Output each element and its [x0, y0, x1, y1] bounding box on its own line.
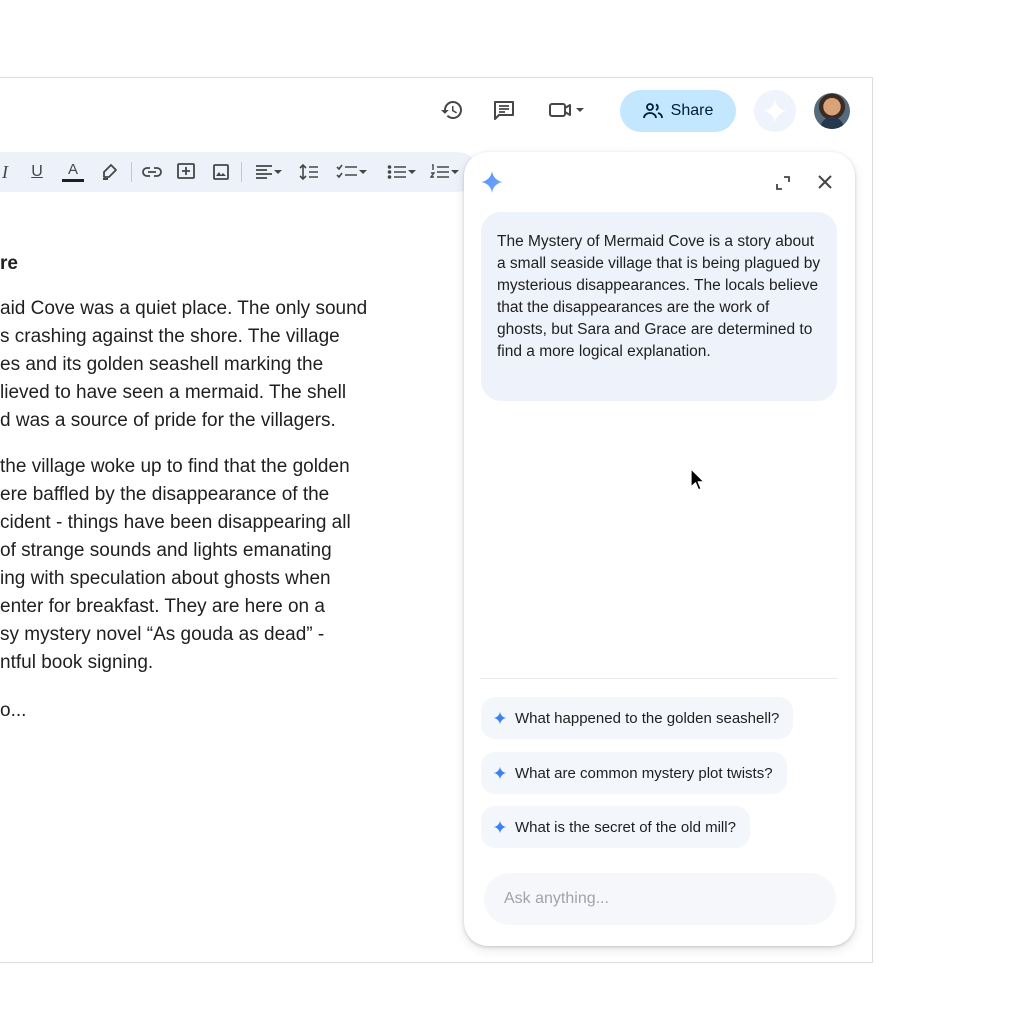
doc-line: enter for breakfast. They are here on a [0, 596, 325, 617]
avatar[interactable] [814, 93, 850, 129]
add-comment-icon[interactable] [174, 160, 198, 184]
share-label: Share [670, 102, 714, 119]
formatting-toolbar [0, 152, 478, 192]
share-button[interactable] [620, 90, 736, 132]
top-bar [0, 78, 872, 144]
gemini-panel [464, 152, 855, 946]
doc-line: aid Cove was a quiet place. The only sound [0, 298, 368, 319]
comment-icon[interactable] [490, 96, 518, 124]
video-call-icon[interactable] [548, 96, 594, 124]
suggestion-label: What are common mystery plot twists? [515, 764, 773, 782]
chevron-down-icon [574, 98, 586, 122]
doc-line: ere baffled by the disappearance of the [0, 484, 330, 505]
link-icon[interactable] [140, 160, 164, 184]
suggestion-label: What is the secret of the old mill? [515, 818, 736, 836]
doc-line: o... [0, 700, 27, 721]
ask-field[interactable] [484, 873, 836, 925]
people-icon [643, 102, 663, 120]
doc-line: the village woke up to find that the golden [0, 456, 350, 477]
summary-response: The Mystery of Mermaid Cove is a story about a small seaside village that is being plagued by mysterious disappearances. The locals believe that the disappearances are the work of ghosts, but Sara and Grace are determined to find a more logical explanation. [481, 212, 837, 401]
doc-line: cident - things have been disappearing all [0, 512, 351, 533]
image-icon[interactable] [210, 160, 232, 184]
align-icon[interactable] [251, 160, 287, 184]
document-heading: re [0, 253, 18, 274]
doc-line: es and its golden seashell marking the [0, 354, 324, 375]
doc-line: s crashing against the shore. The village [0, 326, 340, 347]
close-icon[interactable] [814, 171, 836, 193]
doc-line: ing with speculation about ghosts when [0, 568, 331, 589]
underline-button[interactable]: U [31, 163, 43, 180]
suggestion-label: What happened to the golden seashell? [515, 709, 780, 727]
line-spacing-icon[interactable] [298, 160, 320, 184]
doc-line: sy mystery novel “As gouda as dead” - [0, 624, 325, 645]
ask-input[interactable] [502, 889, 818, 909]
checklist-icon[interactable] [332, 160, 372, 184]
suggestion-chip[interactable] [481, 697, 793, 739]
history-icon[interactable] [438, 96, 466, 124]
numbered-list-icon[interactable] [430, 160, 468, 184]
sparkle-icon [493, 820, 507, 834]
suggestion-chip[interactable] [481, 752, 787, 794]
mouse-cursor-icon [690, 468, 706, 492]
text-color-icon: A [67, 161, 78, 178]
expand-icon[interactable] [772, 172, 794, 194]
bulleted-list-icon[interactable] [382, 160, 422, 184]
italic-button[interactable]: I [2, 161, 8, 182]
doc-line: lieved to have seen a mermaid. The shell [0, 382, 347, 403]
doc-line: d was a source of pride for the villagers. [0, 410, 336, 431]
sparkle-icon [493, 711, 507, 725]
gemini-spark-icon [480, 170, 504, 199]
gemini-button[interactable] [754, 90, 796, 132]
sparkle-icon [493, 766, 507, 780]
gemini-icon [762, 98, 788, 124]
divider [480, 678, 838, 679]
suggestion-chip[interactable] [481, 806, 750, 848]
highlight-icon[interactable] [98, 160, 120, 184]
doc-line: of strange sounds and lights emanating [0, 540, 332, 561]
text-color-button[interactable] [61, 160, 85, 184]
doc-line: ntful book signing. [0, 652, 154, 673]
